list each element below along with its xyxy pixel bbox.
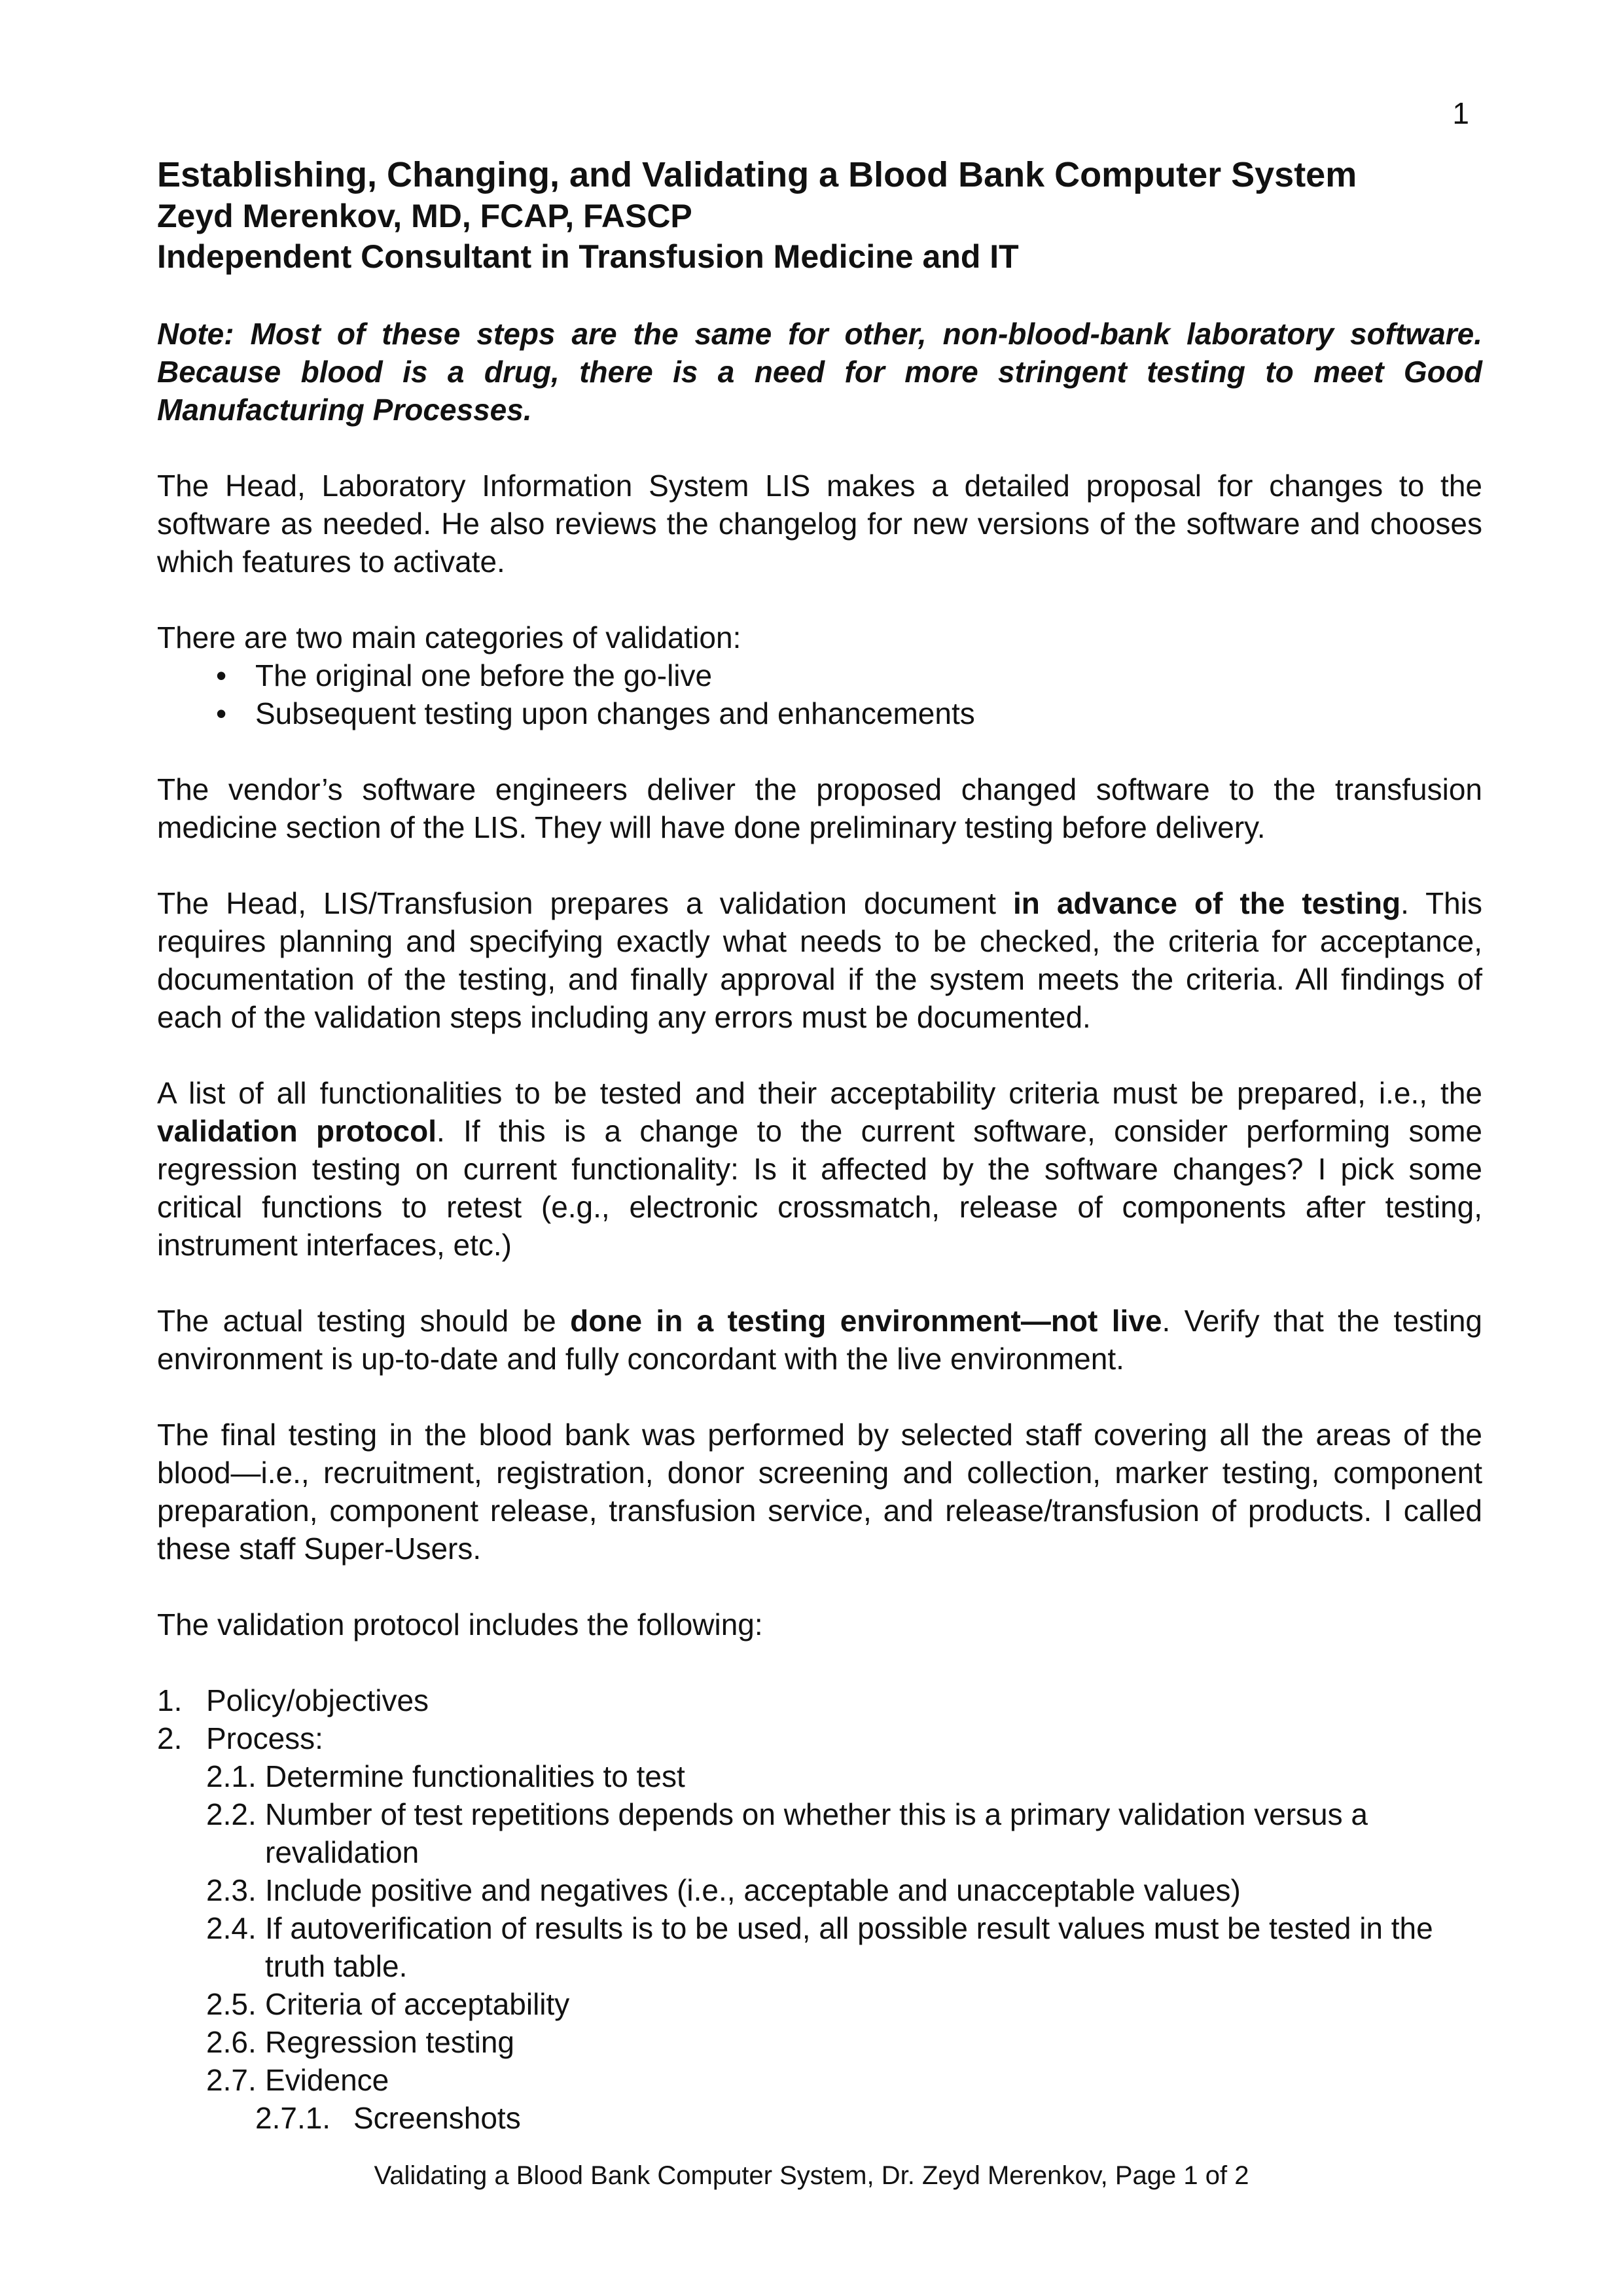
item-text: Screenshots: [353, 2101, 521, 2135]
list-item: [157, 2023, 1482, 2061]
protocol-list: [157, 1681, 1482, 2137]
page-number: 1: [1452, 96, 1469, 130]
paragraph-validation-protocol: [157, 1074, 1482, 1264]
paragraph-super-users: The final testing in the blood bank was performed by selected staff covering all the areas of the blood—i.e., recruitment, registration, donor screening and collection, marker testing, component preparation, component release, transfusion service, and release/transfusion of products. I called these staff Super-Users.: [157, 1418, 1482, 1566]
paragraph-validation-document: [157, 884, 1482, 1036]
list-item: [157, 1757, 1482, 1795]
list-item: [157, 1871, 1482, 1909]
item-text: Process:: [206, 1721, 323, 1755]
emphasis-text: done in a testing environment—not live: [570, 1304, 1162, 1338]
paragraph-lis-proposal: The Head, Laboratory Information System LIS makes a detailed proposal for changes to the software as needed. He also reviews the changelog for new versions of the software and chooses which features to activate.: [157, 469, 1482, 579]
list-item: [157, 1681, 1482, 1719]
text-span: The Head, LIS/Transfusion prepares a validation document: [157, 886, 1013, 920]
list-item: [157, 1985, 1482, 2023]
text-span: The actual testing should be: [157, 1304, 571, 1338]
page-footer: Validating a Blood Bank Computer System, Dr. Zeyd Merenkov, Page 1 of 2: [374, 2161, 1249, 2190]
validation-categories-list: [157, 656, 1482, 732]
list-item: [157, 1909, 1482, 1985]
list-item: [157, 1795, 1482, 1871]
text-span: . If this is a change to the current software, consider performing some regression testing on current functionality: Is it affected by the software changes? I pick some critical functions to retest (e.g., electronic crossmatch, release of components after testing, instrument interfaces, etc.): [157, 1114, 1482, 1262]
item-text: Include positive and negatives (i.e., acceptable and unacceptable values): [265, 1873, 1241, 1907]
paragraph-validation-categories: There are two main categories of validation:: [157, 620, 741, 655]
list-item: [157, 2099, 1482, 2137]
emphasis-text: validation protocol: [157, 1114, 437, 1148]
item-number: 1.: [157, 1683, 183, 1717]
paragraph-vendor-delivery: The vendor’s software engineers deliver the proposed changed software to the transfusion medicine section of the LIS. They will have done preliminary testing before delivery.: [157, 772, 1482, 844]
emphasis-text: in advance of the testing: [1012, 886, 1401, 920]
paragraph-testing-environment: [157, 1302, 1482, 1378]
item-number: 2.2.: [206, 1797, 257, 1831]
document-title: Establishing, Changing, and Validating a Blood Bank Computer System: [157, 155, 1357, 194]
list-item: • The original one before the go-live: [216, 656, 1482, 694]
author-line: Zeyd Merenkov, MD, FCAP, FASCP: [157, 198, 692, 234]
item-text: Policy/objectives: [206, 1683, 429, 1717]
item-text: Regression testing: [265, 2025, 514, 2059]
list-item: [157, 1719, 1482, 1757]
item-number: 2.4.: [206, 1911, 257, 1945]
item-number: 2.5.: [206, 1987, 257, 2021]
item-text: Criteria of acceptability: [265, 1987, 570, 2021]
list-item: [157, 2061, 1482, 2099]
paragraph-protocol-intro: The validation protocol includes the following:: [157, 1607, 763, 1641]
item-number: 2.: [157, 1721, 183, 1755]
item-text: Evidence: [265, 2063, 389, 2097]
item-text: If autoverification of results is to be used, all possible result values must be tested in the truth table.: [265, 1911, 1433, 1983]
item-number: 2.6.: [206, 2025, 257, 2059]
item-number: 2.3.: [206, 1873, 257, 1907]
item-text: Number of test repetitions depends on whether this is a primary validation versus a revalidation: [265, 1797, 1368, 1869]
affiliation-line: Independent Consultant in Transfusion Medicine and IT: [157, 238, 1019, 275]
item-number: 2.7.1.: [255, 2101, 331, 2135]
item-number: 2.7.: [206, 2063, 257, 2097]
text-span: . This requires planning and specifying exactly what needs to be checked, the criteria for acceptance, documentation of the testing, and finally approval if the system meets the criteria. All findings of each of the validation steps including any errors must be documented.: [157, 886, 1482, 1034]
text-span: . Verify that the testing environment is up-to-date and fully concordant with the live environment.: [157, 1304, 1482, 1376]
item-text: Determine functionalities to test: [265, 1759, 685, 1793]
item-number: 2.1.: [206, 1759, 257, 1793]
document-body: [157, 154, 1482, 2137]
note-paragraph: Note: Most of these steps are the same for other, non-blood-bank laboratory software. Because blood is a drug, there is a need for more stringent testing to meet Good Manufacturing Processes.: [157, 317, 1482, 427]
list-item: • Subsequent testing upon changes and enhancements: [216, 694, 1482, 732]
text-span: A list of all functionalities to be tested and their acceptability criteria must be prepared, i.e., the: [157, 1076, 1482, 1110]
